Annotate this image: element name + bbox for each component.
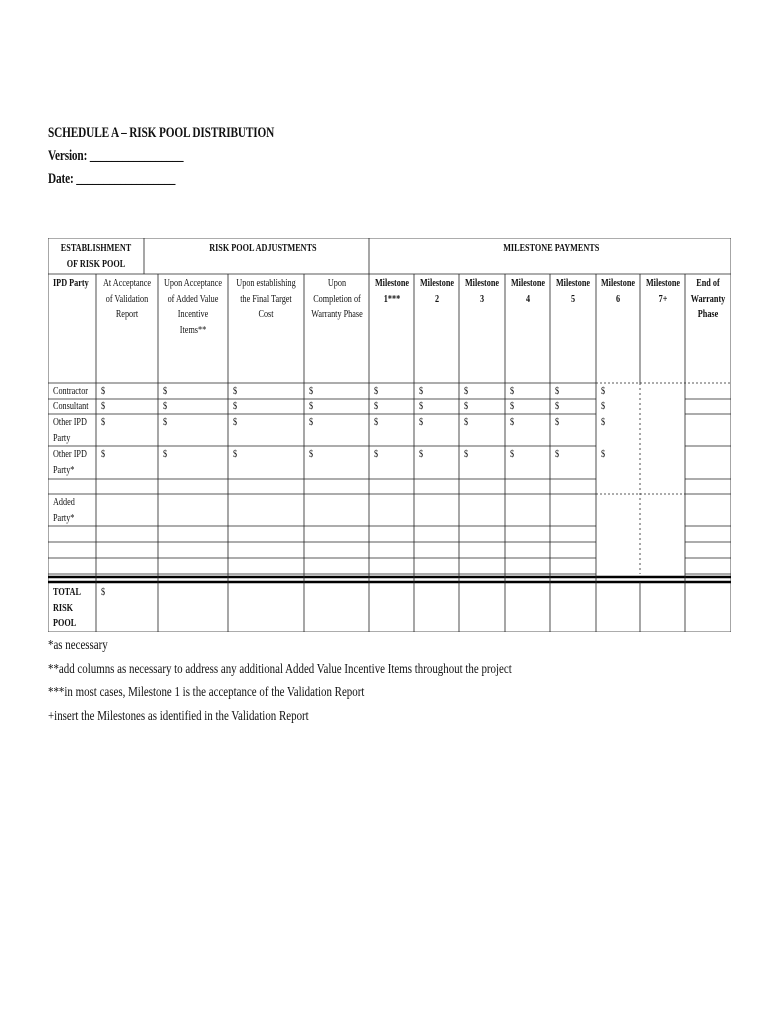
row-party-label: Party* (53, 512, 75, 524)
column-header-2: Incentive (177, 309, 209, 320)
milestones-header: MILESTONE PAYMENTS (503, 243, 600, 254)
row-dollar-cell: $ (309, 386, 314, 397)
column-header-2: of Added Value (167, 293, 219, 305)
row-dollar-cell: $ (510, 417, 515, 428)
column-header-4: Upon (327, 278, 346, 289)
document-title: SCHEDULE A – RISK POOL DISTRIBUTION (48, 125, 275, 141)
row-dollar-cell: $ (374, 449, 379, 460)
row-dollar-cell: $ (601, 417, 606, 428)
row-dollar-cell: $ (374, 401, 379, 412)
column-header-10: Milestone (600, 278, 636, 289)
row-dollar-cell: $ (464, 401, 469, 412)
column-header-3: Upon establishing (236, 278, 296, 289)
total-label: RISK (53, 602, 74, 614)
row-party-label: Contractor (53, 386, 89, 397)
footnote-insert-milestones: +insert the Milestones as identified in the Validation Report (48, 708, 309, 724)
footnote-milestone-1: ***in most cases, Milestone 1 is the acceptance of the Validation Report (48, 685, 365, 700)
column-header-12: End of (696, 278, 720, 289)
row-dollar-cell: $ (464, 386, 469, 397)
column-header-12: Warranty (690, 293, 726, 305)
row-dollar-cell: $ (555, 417, 560, 428)
row-party-label: Party* (53, 464, 75, 476)
row-dollar-cell: $ (309, 417, 314, 428)
total-dollar-cell: $ (101, 587, 106, 598)
row-dollar-cell: $ (101, 417, 106, 428)
column-header-2: Upon Acceptance (164, 278, 222, 289)
row-dollar-cell: $ (601, 401, 606, 412)
row-dollar-cell: $ (163, 386, 168, 397)
row-dollar-cell: $ (163, 449, 168, 460)
date-field: Date: __________________ (48, 171, 176, 187)
row-dollar-cell: $ (601, 386, 606, 397)
row-dollar-cell: $ (101, 449, 106, 460)
row-dollar-cell: $ (101, 401, 106, 412)
total-label: TOTAL (53, 587, 81, 598)
row-dollar-cell: $ (419, 417, 424, 428)
column-header-2: Items** (179, 324, 207, 336)
row-dollar-cell: $ (233, 386, 238, 397)
footnote-add-columns: **add columns as necessary to address any additional Added Value Incentive Items throughout the project (48, 661, 512, 677)
row-dollar-cell: $ (374, 417, 379, 428)
column-header-9: 5 (570, 293, 576, 305)
row-dollar-cell: $ (374, 386, 379, 397)
column-header-8: 4 (525, 293, 530, 305)
row-dollar-cell: $ (601, 449, 606, 460)
row-dollar-cell: $ (233, 417, 238, 428)
row-dollar-cell: $ (163, 417, 168, 428)
row-dollar-cell: $ (464, 417, 469, 428)
column-header-1: of Validation (105, 293, 149, 305)
row-party-label: Consultant (53, 401, 89, 412)
row-dollar-cell: $ (510, 449, 515, 460)
column-header-12: Phase (697, 309, 719, 320)
version-field: Version: _________________ (48, 148, 184, 164)
column-header-1: At Acceptance (103, 278, 151, 289)
column-header-5: Milestone (374, 278, 409, 289)
row-party-label: Party (53, 432, 71, 444)
row-dollar-cell: $ (309, 449, 314, 460)
row-dollar-cell: $ (555, 386, 560, 397)
row-dollar-cell: $ (419, 401, 424, 412)
row-dollar-cell: $ (101, 386, 106, 397)
adjustments-header: RISK POOL ADJUSTMENTS (209, 243, 317, 254)
column-header-3: Cost (258, 309, 274, 320)
row-dollar-cell: $ (510, 401, 515, 412)
column-header-7: 3 (479, 293, 485, 305)
row-dollar-cell: $ (233, 449, 238, 460)
column-header-8: Milestone (510, 278, 545, 289)
column-header-9: Milestone (555, 278, 591, 289)
row-dollar-cell: $ (555, 401, 560, 412)
column-header-6: 2 (434, 293, 439, 305)
risk-pool-table (48, 238, 731, 632)
row-dollar-cell: $ (233, 401, 238, 412)
row-party-label: Other IPD (53, 449, 87, 460)
total-label: POOL (53, 618, 77, 629)
row-dollar-cell: $ (555, 449, 560, 460)
row-dollar-cell: $ (309, 401, 314, 412)
document-header (48, 122, 338, 191)
column-header-10: 6 (615, 293, 621, 305)
column-header-0: IPD Party (53, 278, 89, 289)
footnotes (48, 634, 643, 728)
column-header-3: the Final Target (240, 293, 292, 305)
row-dollar-cell: $ (510, 386, 515, 397)
footnote-as-necessary: *as necessary (48, 638, 108, 653)
column-header-5: 1*** (383, 293, 400, 305)
establishment-header-line2: OF RISK POOL (66, 259, 126, 270)
column-header-11: Milestone (645, 278, 680, 289)
column-header-4: Completion of (312, 293, 361, 305)
column-header-4: Warranty Phase (310, 309, 363, 320)
row-dollar-cell: $ (163, 401, 168, 412)
column-header-6: Milestone (419, 278, 454, 289)
column-header-1: Report (115, 309, 139, 320)
establishment-header: ESTABLISHMENT (60, 243, 132, 254)
row-dollar-cell: $ (419, 386, 424, 397)
column-header-7: Milestone (464, 278, 500, 289)
row-party-label: Added (53, 497, 75, 508)
column-header-11: 7+ (658, 293, 667, 305)
row-dollar-cell: $ (419, 449, 424, 460)
row-dollar-cell: $ (464, 449, 469, 460)
row-party-label: Other IPD (53, 417, 87, 428)
